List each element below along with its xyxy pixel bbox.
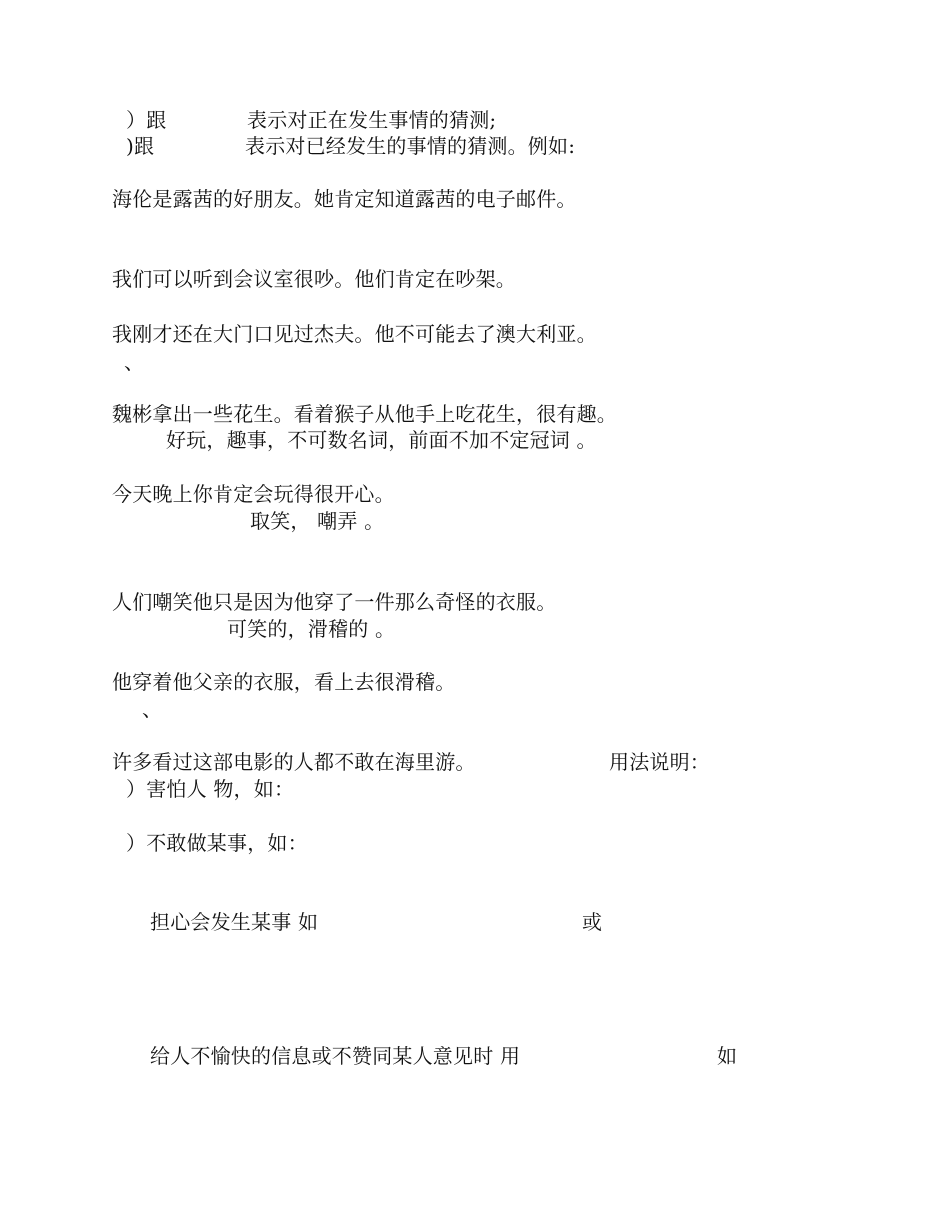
text-line: 今天晚上你肯定会玩得很开心。: [112, 482, 395, 506]
text-line: 表示对已经发生的事情的猜测。例如:: [245, 134, 576, 158]
text-line: 魏彬拿出一些花生。看着猴子从他手上吃花生，很有趣。: [112, 402, 617, 426]
text-line: 我们可以听到会议室很吵。他们肯定在吵架。: [112, 267, 516, 291]
text-line: 好玩，趣事，不可数名词，前面不加不定冠词 。: [166, 428, 597, 452]
text-line: 许多看过这部电影的人都不敢在海里游。: [112, 750, 476, 774]
text-line: 如: [717, 1044, 738, 1068]
text-line: 取笑， 嘲弄 。: [250, 509, 385, 533]
text-line: 他穿着他父亲的衣服，看上去很滑稽。: [112, 670, 456, 694]
text-line: 给人不愉快的信息或不赞同某人意见时 用: [150, 1044, 521, 1068]
text-line: 用法说明：: [609, 750, 710, 774]
text-line: ）不敢做某事，如：: [126, 831, 308, 855]
text-line: 或: [582, 910, 603, 934]
text-line: 、: [124, 350, 145, 374]
text-line: 我刚才还在大门口见过杰夫。他不可能去了澳大利亚。: [112, 322, 597, 346]
text-line: 表示对正在发生事情的猜测;: [247, 108, 497, 132]
text-line: 、: [142, 697, 163, 721]
text-line: ）害怕人 物，如：: [126, 777, 295, 801]
text-line: 人们嘲笑他只是因为他穿了一件那么奇怪的衣服。: [112, 590, 557, 614]
text-line: )跟: [126, 134, 155, 158]
text-line: 可笑的，滑稽的 。: [227, 617, 396, 641]
text-line: 担心会发生某事 如: [150, 910, 319, 934]
text-line: ）跟: [126, 108, 167, 132]
text-line: 海伦是露茜的好朋友。她肯定知道露茜的电子邮件。: [112, 187, 577, 211]
